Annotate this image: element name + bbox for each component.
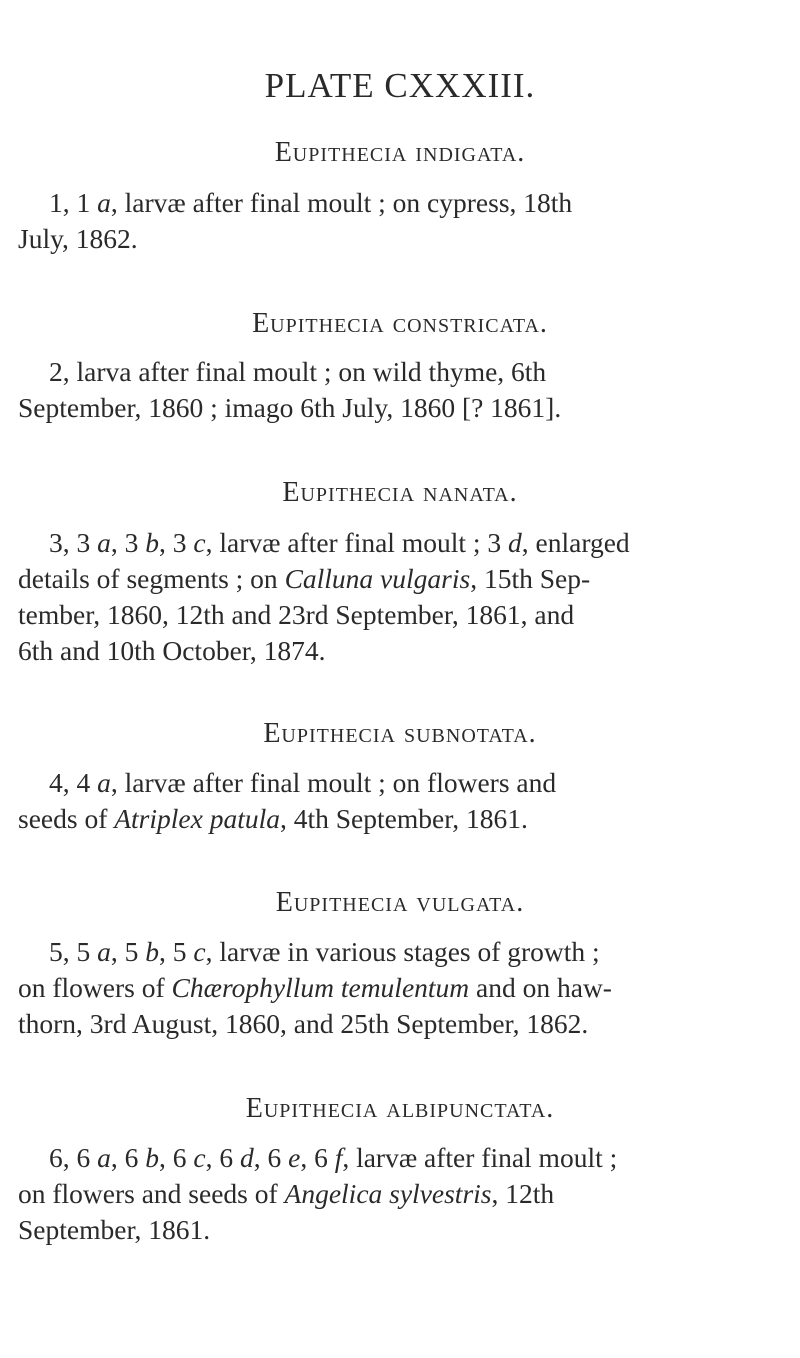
italic-term: f [334, 1142, 343, 1173]
italic-term: d [508, 527, 522, 558]
section-heading: Eupithecia nanata. [282, 477, 518, 508]
entry-line: 3, 3 a, 3 b, 3 c, larvæ after final moult ; 3 d, enlarged [49, 527, 630, 558]
italic-term: d [239, 1142, 254, 1173]
italic-term: a [97, 767, 111, 798]
italic-term: c [193, 527, 206, 558]
entry-line: 1, 1 a, larvæ after final moult ; on cypress, 18th [49, 187, 573, 218]
italic-term: a [97, 936, 111, 967]
entry-line: on flowers and seeds of Angelica sylvestris, 12th [18, 1178, 555, 1209]
italic-term: b [145, 527, 159, 558]
entry-line: on flowers of Chærophyllum temulentum and on haw- [18, 972, 612, 1003]
entry-line: 6th and 10th October, 1874. [18, 635, 326, 666]
entry-line: September, 1861. [18, 1214, 211, 1245]
italic-term: a [97, 527, 111, 558]
entry-line: 6, 6 a, 6 b, 6 c, 6 d, 6 e, 6 f, larvæ after final moult ; [49, 1142, 618, 1173]
italic-term: Calluna vulgaris [284, 563, 471, 594]
italic-term: e [288, 1142, 301, 1173]
section-heading: Eupithecia constricata. [252, 308, 548, 339]
italic-term: Angelica sylvestris [284, 1178, 492, 1209]
italic-term: a [97, 1142, 111, 1173]
section-heading: Eupithecia albipunctata. [245, 1093, 555, 1124]
italic-term: a [97, 187, 111, 218]
entry-line: July, 1862. [18, 223, 138, 254]
italic-term: b [145, 936, 159, 967]
entry-line: 2, larva after final moult ; on wild thyme, 6th [49, 356, 547, 387]
entry-line: September, 1860 ; imago 6th July, 1860 [? 1861]. [18, 392, 562, 423]
plate-title: PLATE CXXXIII. [264, 66, 536, 105]
italic-term: b [145, 1142, 159, 1173]
section-heading: Eupithecia indigata. [274, 137, 526, 168]
entry-line: details of segments ; on Calluna vulgaris, 15th Sep- [18, 563, 591, 594]
entry-line: 4, 4 a, larvæ after final moult ; on flowers and [49, 767, 557, 798]
italic-term: Chærophyllum temulentum [171, 972, 470, 1003]
italic-term: c [193, 1142, 206, 1173]
entry-line: tember, 1860, 12th and 23rd September, 1861, and [18, 599, 575, 630]
section-heading: Eupithecia vulgata. [275, 887, 525, 918]
italic-term: Atriplex patula [114, 803, 280, 834]
section-heading: Eupithecia subnotata. [263, 718, 537, 749]
entry-line: seeds of Atriplex patula, 4th September, 1861. [18, 803, 528, 834]
italic-term: c [193, 936, 206, 967]
entry-line: thorn, 3rd August, 1860, and 25th September, 1862. [18, 1008, 589, 1039]
entry-line: 5, 5 a, 5 b, 5 c, larvæ in various stages of growth ; [49, 936, 600, 967]
